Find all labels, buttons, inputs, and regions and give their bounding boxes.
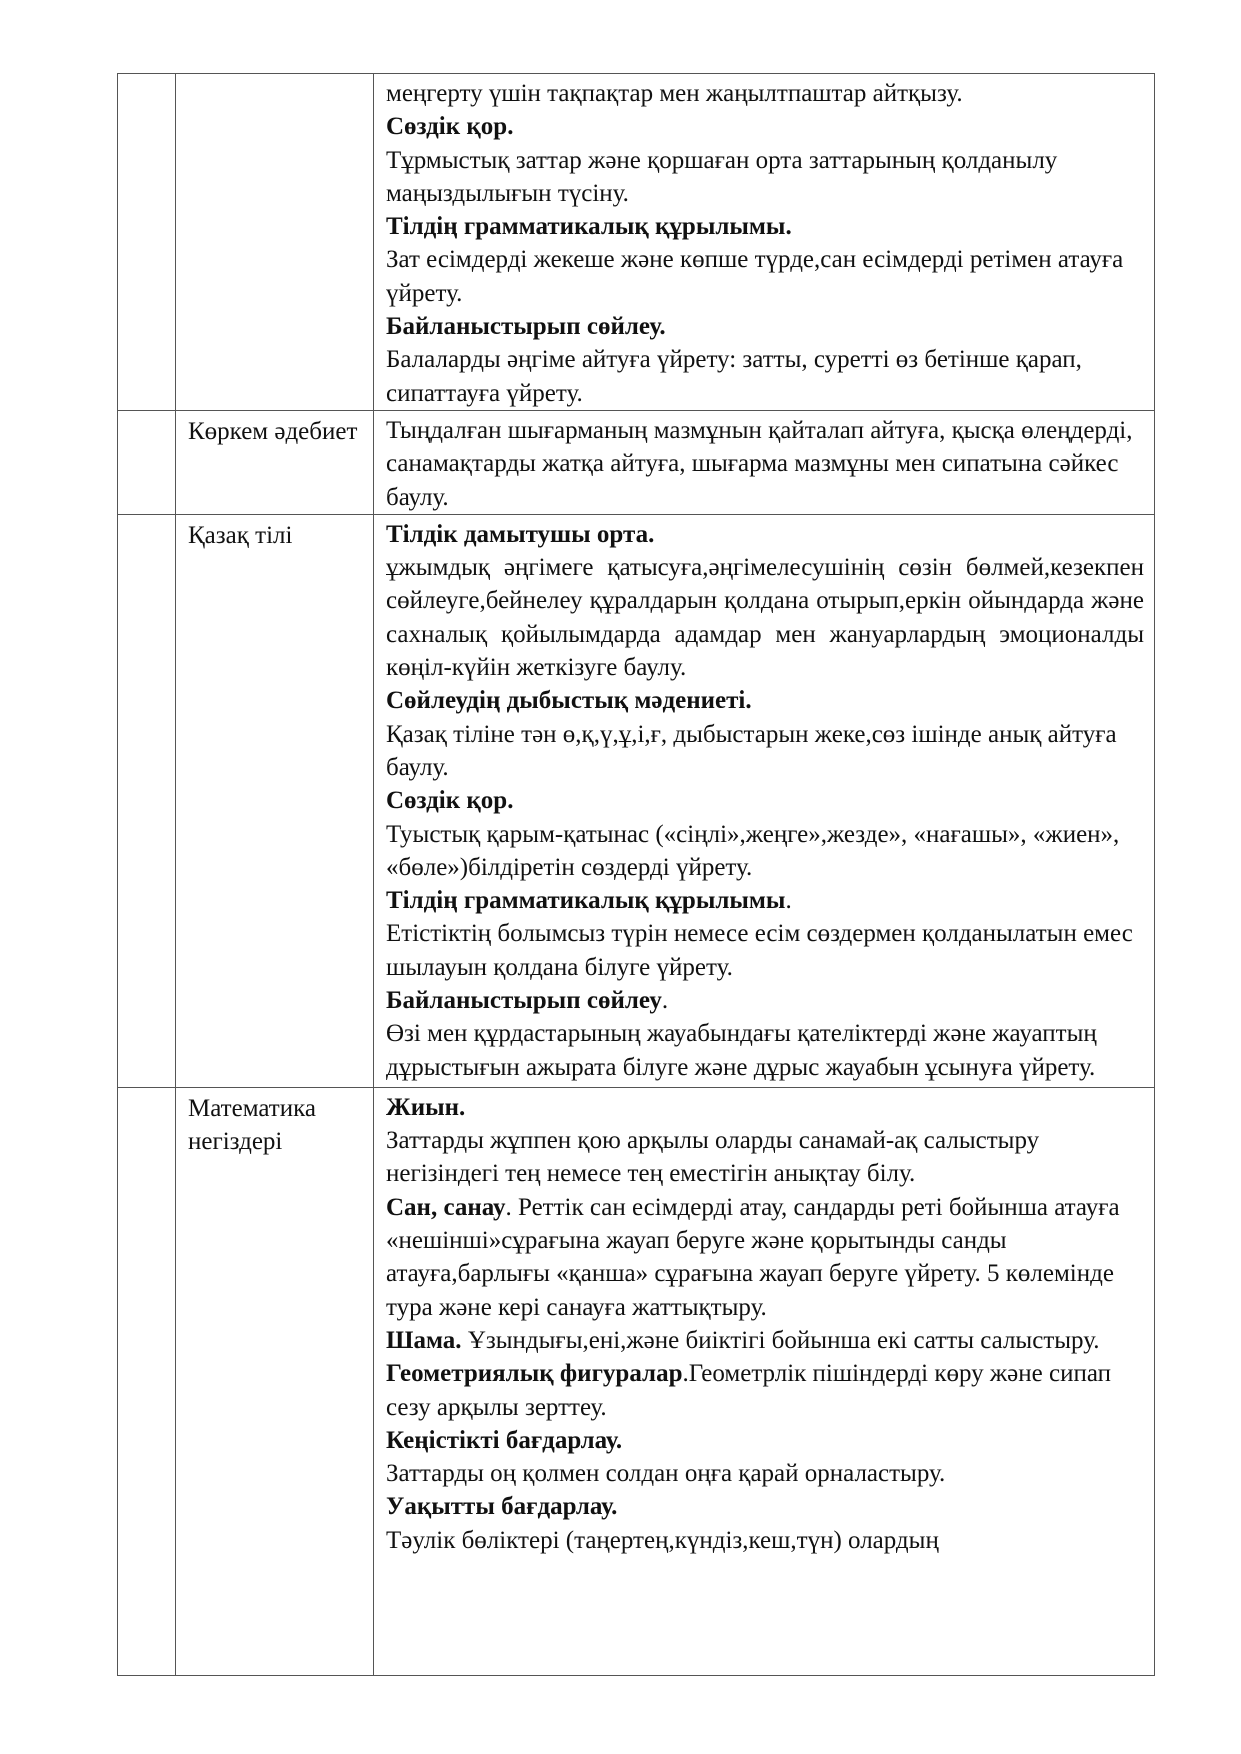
paragraph-text: Өзі мен құрдастарының жауабындағы қателіктерді және жауаптың дұрыстығын ажырата білуге және дұрыс жауабын ұсынуға үйрету. [386, 1020, 1097, 1081]
bold-heading: Геометриялық фигуралар [386, 1360, 683, 1388]
table-row [118, 1087, 1155, 1675]
paragraph-text: . [661, 987, 669, 1015]
bold-heading: Кеңістікті бағдарлау. [386, 1426, 623, 1454]
empty-cell [118, 1087, 176, 1675]
curriculum-table [117, 73, 1155, 1676]
content-paragraph [386, 818, 1144, 885]
bold-heading: Уақытты бағдарлау. [386, 1493, 618, 1521]
content-paragraph [386, 718, 1144, 785]
content-paragraph [386, 343, 1144, 410]
bold-heading: Шама. [386, 1326, 462, 1354]
bold-heading: Байланыстырып сөйлеу [386, 987, 662, 1015]
content-paragraph [386, 1017, 1144, 1084]
content-paragraph [386, 684, 1144, 717]
content-paragraph [386, 917, 1144, 984]
bold-heading: Сөздік қор. [386, 113, 514, 141]
paragraph-text: Ұзындығы,ені,және биіктігі бойынша екі сатты салыстыру. [461, 1326, 1100, 1354]
table-row [118, 74, 1155, 411]
paragraph-text: Заттарды жұппен қою арқылы оларды санамай-ақ салыстыру негізіндегі тең немесе тең еместігін анықтау білу. [386, 1127, 1040, 1188]
content-paragraph [386, 1191, 1144, 1324]
paragraph-text: Етістіктің болымсыз түрін немесе есім сөздермен қолданылатын емес шылауын қолдана білуге үйрету. [386, 920, 1133, 981]
table-row [118, 514, 1155, 1087]
empty-cell [118, 74, 176, 411]
bold-heading: Тілдің грамматикалық құрылымы [386, 887, 786, 915]
content-paragraph [386, 110, 1144, 143]
content-paragraph [386, 1424, 1144, 1457]
empty-cell [118, 514, 176, 1087]
content-paragraph [386, 884, 1144, 917]
content-cell [374, 74, 1155, 411]
content-paragraph [386, 243, 1144, 310]
subject-cell: Математика негіздері [176, 1087, 374, 1675]
subject-cell: Көркем әдебиет [176, 410, 374, 514]
paragraph-text: Тәулік бөліктері (таңертең,күндіз,кеш,түн) олардың [386, 1526, 939, 1554]
bold-heading: Жиын. [386, 1093, 466, 1121]
content-paragraph [386, 1091, 1144, 1124]
paragraph-text: Балаларды әңгіме айтуға үйрету: затты, суретті өз бетінше қарап, сипаттауға үйрету. [386, 346, 1082, 407]
bold-heading: Байланыстырып сөйлеу. [386, 313, 666, 341]
content-paragraph [386, 210, 1144, 243]
content-cell [374, 410, 1155, 514]
content-paragraph [386, 1490, 1144, 1523]
content-paragraph [386, 1457, 1144, 1490]
bold-heading: Сан, санау [386, 1193, 506, 1221]
content-cell [374, 1087, 1155, 1675]
content-paragraph [386, 1124, 1144, 1191]
empty-cell [118, 410, 176, 514]
paragraph-text: Зат есімдерді жекеше және көпше түрде,сан есімдерді ретімен атауға үйрету. [386, 246, 1124, 307]
content-paragraph [386, 984, 1144, 1017]
paragraph-text: . [785, 887, 792, 915]
subject-cell: Қазақ тілі [176, 514, 374, 1087]
paragraph-text: Туыстық қарым-қатынас («сіңлі»,жеңге»,жезде», «нағашы», «жиен», «бөле»)білдіретін сөздерді үйрету. [386, 820, 1120, 881]
table-row [118, 410, 1155, 514]
content-paragraph [386, 551, 1144, 684]
content-paragraph [386, 310, 1144, 343]
content-paragraph [386, 77, 1144, 110]
content-paragraph [386, 1357, 1144, 1424]
paragraph-text: Қазақ тіліне тән ө,қ,ү,ұ,і,ғ, дыбыстарын жеке,сөз ішінде анық айтуға баулу. [386, 720, 1117, 781]
paragraph-text: . Реттік сан есімдерді атау, сандарды реті бойынша атауға «нешінші»сұрағына жауап беруге және қорытынды санды атауға,барлығы «қанша» сұрағына жауап беруге үйрету. 5 көлемінде тура және кері санауға жаттықтыру. [386, 1193, 1120, 1321]
bold-heading: Тілдің грамматикалық құрылымы. [386, 213, 792, 241]
paragraph-text: Заттарды оң қолмен солдан оңға қарай орналастыру. [386, 1460, 946, 1488]
paragraph-text: ұжымдық әңгімеге қатысуға,әңгімелесушінің сөзін бөлмей,кезекпен сөйлеуге,бейнелеу құралдарын қолдана отырып,еркін ойындарда және сахналық қойылымдарда адамдар мен жануарлардың эмоционалды көңіл-күйін жеткізуге баулу. [386, 554, 1144, 682]
content-cell [374, 514, 1155, 1087]
content-paragraph [386, 518, 1144, 551]
subject-cell [176, 74, 374, 411]
bold-heading: Тілдік дамытушы орта. [386, 520, 655, 548]
content-paragraph [386, 414, 1144, 514]
content-paragraph [386, 784, 1144, 817]
paragraph-text: меңгерту үшін тақпақтар мен жаңылтпаштар айтқызу. [386, 80, 963, 107]
content-paragraph [386, 1324, 1144, 1357]
table-body [118, 74, 1155, 1676]
content-paragraph [386, 1524, 1144, 1557]
paragraph-text: Тыңдалған шығарманың мазмұнын қайталап айтуға, қысқа өлеңдерді, санамақтарды жатқа айтуға, шығарма мазмұны мен сипатына сәйкес баулу. [386, 416, 1133, 511]
paragraph-text: Тұрмыстық заттар және қоршаған орта заттарының қолданылу маңыздылығын түсіну. [386, 146, 1058, 207]
bold-heading: Сөздік қор. [386, 787, 514, 815]
paragraph-text: .Геометрлік пішіндерді көру және сипап сезу арқылы зерттеу. [386, 1360, 1111, 1421]
bold-heading: Сөйлеудің дыбыстық мәдениеті. [386, 687, 752, 715]
content-paragraph [386, 144, 1144, 211]
